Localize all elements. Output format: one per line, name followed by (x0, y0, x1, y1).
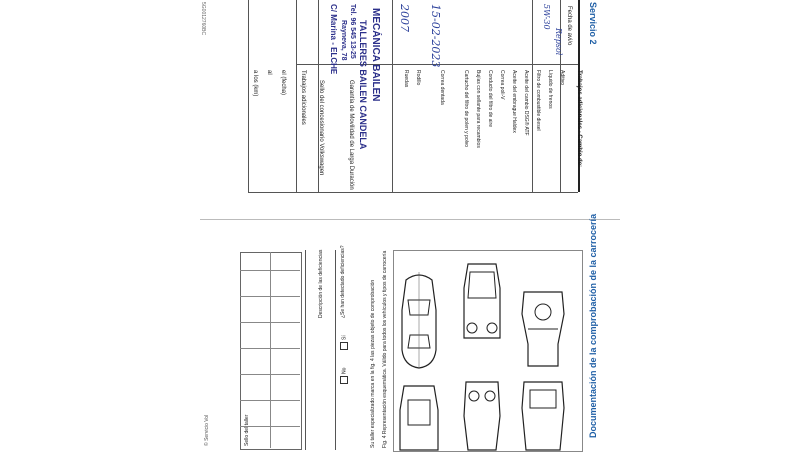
answer-no: No (340, 368, 348, 384)
car-side-view-icon (518, 284, 568, 374)
top-item: Ruedas (403, 70, 409, 88)
top-rule-5 (532, 0, 533, 192)
grid-col (270, 252, 271, 448)
top-rule-2 (296, 0, 297, 192)
top-rule-h2 (248, 192, 578, 193)
top-item: Conducto del filtro de aire (487, 70, 493, 127)
answer-yes-checkbox[interactable] (340, 342, 348, 350)
page-divider (200, 219, 620, 220)
margin-code: 5G0012760BC (200, 2, 206, 36)
fig-caption: Fig. 4 Representación esquemática. Válido para todos los vehículos y tipos de carrocería (382, 250, 388, 448)
field-date: el (fecha) (280, 70, 286, 96)
top-item: Bujías con sellante para recambios (475, 70, 481, 148)
deficiency-label: Descripción de las deficiencias (318, 249, 324, 318)
handwritten-oil-grade: 5W-30 (542, 4, 551, 30)
top-rule-1 (248, 0, 249, 192)
handwritten-date: 15-02-2023 (429, 4, 442, 68)
top-item: Aceite del cambio DSG® ATF (523, 70, 529, 136)
top-date-label: Fecha de avi/o (566, 6, 572, 46)
bottom-rule-2 (305, 250, 306, 450)
deficiency-question: ¿Se han detectado deficiencias? (340, 245, 346, 318)
field-at: al (266, 70, 272, 75)
car-three-quarter-icon (462, 376, 502, 450)
top-rule-4 (392, 0, 393, 192)
top-item: Correa poli-V (499, 70, 505, 100)
bottom-seal-label: Sello del taller (244, 414, 250, 446)
car-top-view-icon (398, 270, 440, 370)
handwritten-oil-brand: Repsol (554, 28, 563, 56)
field-km: a los (km) (252, 70, 258, 97)
top-items-title: Trabajos adicionales - Cambio de: (576, 70, 582, 168)
top-header-title: Servicio 2 (588, 2, 598, 45)
fig-instructions: Su taller especializado marca en la fig. 4 las piezas objeto de comprobación (370, 279, 376, 448)
additional-works-title: Trabajos adicionales (300, 70, 306, 125)
bottom-rule-1 (335, 250, 336, 450)
bottom-footer: © Servicio Vol (204, 414, 210, 446)
top-item: Líquido de frenos (547, 70, 553, 109)
car-rear-view-icon (398, 380, 440, 450)
top-item: Rodillo (415, 70, 421, 86)
top-seal-label: Sello del concesionario Volkswagen (318, 80, 324, 176)
top-item: Cartucho del filtro de polen y polvo (463, 70, 469, 147)
handwritten-year: 2007 (398, 4, 411, 32)
answer-yes: Sí (340, 335, 348, 350)
top-item: Aceite del embrague Haldex (511, 70, 517, 133)
top-item: Correa dentada (439, 70, 445, 105)
guarantee-label: Garantía de Movilidad de Larga Duración (348, 80, 354, 190)
bottom-title: Documentación de la comprobación de la carrocería (588, 213, 598, 438)
car-front-view-icon (462, 258, 502, 348)
top-item: Aditivo (559, 70, 565, 86)
car-rear-angle-icon (518, 378, 568, 450)
top-item: Filtro de combustible diesel (535, 70, 541, 131)
answer-no-checkbox[interactable] (340, 376, 348, 384)
